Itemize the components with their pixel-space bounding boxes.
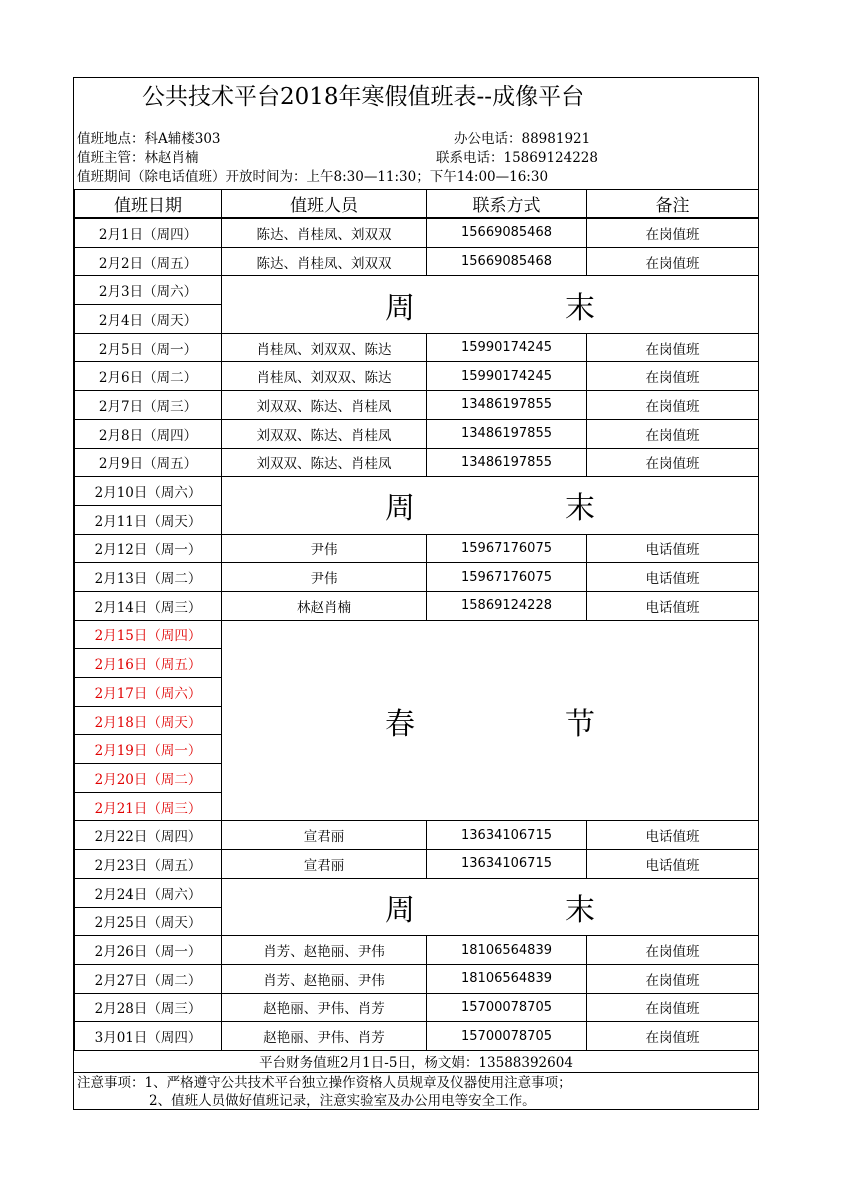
finance-duty-note: 平台财务值班2月1日-5日，杨文娟：13588392604: [74, 1054, 758, 1073]
note-cell: 电话值班: [587, 534, 759, 563]
merged-char-2: 末: [565, 491, 595, 527]
staff-cell: 刘双双、陈达、肖桂凤: [222, 448, 427, 477]
date-cell: 2月4日（周天）: [75, 305, 222, 334]
duty-supervisor: 值班主管：林赵肖楠: [77, 150, 199, 166]
date-cell: 2月1日（周四）: [75, 218, 222, 247]
date-cell: 2月25日（周天）: [75, 907, 222, 936]
date-cell: 2月19日（周一）: [75, 735, 222, 764]
staff-cell: 肖桂凤、刘双双、陈达: [222, 362, 427, 391]
staff-cell: 林赵肖楠: [222, 591, 427, 620]
table-row: [75, 333, 759, 362]
table-row: [75, 448, 759, 477]
date-cell: 2月13日（周二）: [75, 563, 222, 592]
staff-cell: 宣君丽: [222, 821, 427, 850]
date-cell: 2月17日（周六）: [75, 678, 222, 707]
date-cell: 2月3日（周六）: [75, 276, 222, 305]
header-note: 备注: [587, 190, 759, 219]
weekend-cell: [222, 477, 759, 534]
staff-cell: 陈达、肖桂凤、刘双双: [222, 247, 427, 276]
header-contact: 联系方式: [427, 190, 587, 219]
note-cell: 在岗值班: [587, 218, 759, 247]
notes-line-2: 2、值班人员做好值班记录，注意实验室及办公用电等安全工作。: [149, 1093, 536, 1109]
date-cell: 2月20日（周二）: [75, 764, 222, 793]
note-cell: 在岗值班: [587, 391, 759, 420]
header-staff: 值班人员: [222, 190, 427, 219]
table-row: [75, 419, 759, 448]
date-cell: 2月5日（周一）: [75, 333, 222, 362]
note-cell: 在岗值班: [587, 448, 759, 477]
notes-line-1: 注意事项：1、严格遵守公共技术平台独立操作资格人员规章及仪器使用注意事项；: [77, 1075, 572, 1091]
date-cell: 2月24日（周六）: [75, 878, 222, 907]
spring-festival-cell: [222, 620, 759, 821]
weekend-cell: [222, 878, 759, 935]
opening-hours: 值班期间（除电话值班）开放时间为：上午8:30—11:30；下午14:00—16:30: [77, 169, 549, 185]
merged-char-1: 周: [385, 290, 415, 326]
date-cell: 2月16日（周五）: [75, 649, 222, 678]
date-cell: 2月15日（周四）: [75, 620, 222, 649]
note-cell: 在岗值班: [587, 362, 759, 391]
date-cell: 2月10日（周六）: [75, 477, 222, 506]
table-row: [75, 218, 759, 247]
table-row: [75, 391, 759, 420]
schedule-table: [74, 189, 759, 1051]
note-cell: 电话值班: [587, 821, 759, 850]
merged-char-2: 末: [565, 893, 595, 928]
staff-cell: 肖芳、赵艳丽、尹伟: [222, 936, 427, 965]
staff-cell: 尹伟: [222, 534, 427, 563]
staff-cell: 肖桂凤、刘双双、陈达: [222, 333, 427, 362]
phone-cell: 15990174245: [427, 362, 587, 391]
table-row: [75, 850, 759, 879]
table-row: [75, 936, 759, 965]
weekend-cell: [222, 276, 759, 333]
date-cell: 3月01日（周四）: [75, 1022, 222, 1051]
staff-cell: 陈达、肖桂凤、刘双双: [222, 218, 427, 247]
staff-cell: 宣君丽: [222, 850, 427, 879]
date-cell: 2月11日（周天）: [75, 505, 222, 534]
date-cell: 2月12日（周一）: [75, 534, 222, 563]
phone-cell: 18106564839: [427, 964, 587, 993]
date-cell: 2月28日（周三）: [75, 993, 222, 1022]
table-row: [75, 477, 759, 506]
table-header-row: [75, 190, 759, 219]
table-row: [75, 878, 759, 907]
note-cell: 电话值班: [587, 563, 759, 592]
phone-cell: 15700078705: [427, 1022, 587, 1051]
merged-char-1: 周: [385, 491, 415, 527]
table-row: [75, 362, 759, 391]
table-row: [75, 620, 759, 649]
phone-cell: 13634106715: [427, 850, 587, 879]
duty-location: 值班地点：科A辅楼303: [77, 131, 221, 147]
merged-char-1: 周: [385, 893, 415, 928]
phone-cell: 15967176075: [427, 563, 587, 592]
note-cell: 在岗值班: [587, 419, 759, 448]
table-row: [75, 964, 759, 993]
table-row: [75, 276, 759, 305]
table-body: [75, 218, 759, 1050]
date-cell: 2月26日（周一）: [75, 936, 222, 965]
staff-cell: 尹伟: [222, 563, 427, 592]
note-cell: 在岗值班: [587, 964, 759, 993]
date-cell: 2月9日（周五）: [75, 448, 222, 477]
phone-cell: 13486197855: [427, 448, 587, 477]
staff-cell: 赵艳丽、尹伟、肖芳: [222, 1022, 427, 1051]
note-cell: 在岗值班: [587, 333, 759, 362]
table-row: [75, 993, 759, 1022]
duty-roster-sheet: [73, 77, 759, 1110]
note-cell: 电话值班: [587, 850, 759, 879]
table-row: [75, 591, 759, 620]
phone-cell: 18106564839: [427, 936, 587, 965]
header-date: 值班日期: [75, 190, 222, 219]
date-cell: 2月23日（周五）: [75, 850, 222, 879]
table-row: [75, 534, 759, 563]
page-title: 公共技术平台2018年寒假值班表--成像平台: [142, 84, 585, 110]
date-cell: 2月2日（周五）: [75, 247, 222, 276]
table-row: [75, 821, 759, 850]
date-cell: 2月14日（周三）: [75, 591, 222, 620]
staff-cell: 刘双双、陈达、肖桂凤: [222, 419, 427, 448]
date-cell: 2月22日（周四）: [75, 821, 222, 850]
phone-cell: 15990174245: [427, 333, 587, 362]
notes-block: [77, 1074, 572, 1110]
note-cell: 在岗值班: [587, 247, 759, 276]
contact-phone: 联系电话：15869124228: [436, 150, 598, 166]
merged-char-1: 春: [385, 706, 415, 742]
date-cell: 2月6日（周二）: [75, 362, 222, 391]
phone-cell: 15669085468: [427, 247, 587, 276]
date-cell: 2月7日（周三）: [75, 391, 222, 420]
phone-cell: 15669085468: [427, 218, 587, 247]
office-phone: 办公电话：88981921: [454, 131, 591, 147]
note-cell: 在岗值班: [587, 936, 759, 965]
merged-char-2: 节: [565, 706, 595, 742]
date-cell: 2月21日（周三）: [75, 792, 222, 821]
date-cell: 2月18日（周天）: [75, 706, 222, 735]
table-row: [75, 563, 759, 592]
date-cell: 2月27日（周二）: [75, 964, 222, 993]
phone-cell: 13486197855: [427, 391, 587, 420]
phone-cell: 13634106715: [427, 821, 587, 850]
table-row: [75, 1022, 759, 1051]
date-cell: 2月8日（周四）: [75, 419, 222, 448]
phone-cell: 15869124228: [427, 591, 587, 620]
table-row: [75, 247, 759, 276]
staff-cell: 赵艳丽、尹伟、肖芳: [222, 993, 427, 1022]
phone-cell: 15700078705: [427, 993, 587, 1022]
staff-cell: 刘双双、陈达、肖桂凤: [222, 391, 427, 420]
merged-char-2: 末: [565, 290, 595, 326]
note-cell: 电话值班: [587, 591, 759, 620]
phone-cell: 13486197855: [427, 419, 587, 448]
phone-cell: 15967176075: [427, 534, 587, 563]
note-cell: 在岗值班: [587, 993, 759, 1022]
staff-cell: 肖芳、赵艳丽、尹伟: [222, 964, 427, 993]
note-cell: 在岗值班: [587, 1022, 759, 1051]
